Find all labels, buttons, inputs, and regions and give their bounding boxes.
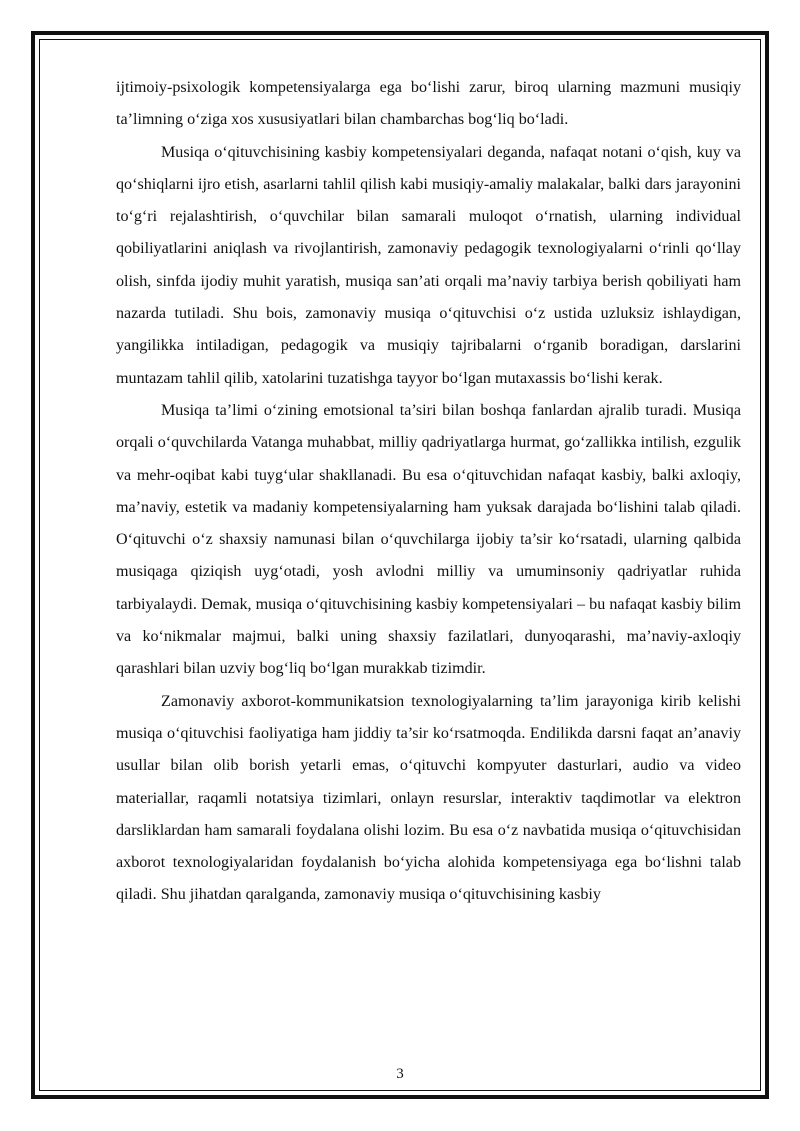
paragraph-continuation: ijtimoiy-psixologik kompetensiyalarga ega bo‘lishi zarur, biroq ularning mazmuni musiqiy ta’limning o‘ziga xos xususiyatlari bilan chambarchas bog‘liq bo‘ladi. [116,79,741,129]
paragraph-ict: Zamonaviy axborot-kommunikatsion texnologiyalarning ta’lim jarayoniga kirib kelishi musiqa o‘qituvchisi faoliyatiga ham jiddiy ta’sir ko‘rsatmoqda. Endilikda darsni faqat an’anaviy usullar bilan olib borish yetarli emas, o‘qituvchi kompyuter dasturlari, audio va video materiallar, raqamli notatsiya tizimlari, onlayn resurslar, interaktiv taqdimotlar va elektron darsliklardan ham samarali foydalana olishi lozim. Bu esa o‘z navbatida musiqa o‘qituvchisidan axborot texnologiyalaridan foydalanish bo‘yicha alohida kompetensiyaga ega bo‘lishni talab qiladi. Shu jihatdan qaralganda, zamonaviy musiqa o‘qituvchisining kasbiy [116,692,741,904]
page-number: 3 [396,1066,404,1082]
paragraph-emotional-impact: Musiqa ta’limi o‘zining emotsional ta’siri bilan boshqa fanlardan ajralib turadi. Musiqa orqali o‘quvchilarda Vatanga muhabbat, milliy qadriyatlarga hurmat, go‘zallikka intilish, ezgulik va mehr-oqibat kabi tuyg‘ular shakllanadi. Bu esa o‘qituvchidan nafaqat kasbiy, balki axloqiy, ma’naviy, estetik va madaniy kompetensiyalarning ham yuksak darajada bo‘lishini talab qiladi. O‘qituvchi o‘z shaxsiy namunasi bilan o‘quvchilarga ijobiy ta’sir ko‘rsatadi, ularning qalbida musiqaga qiziqish uyg‘otadi, yosh avlodni milliy va umuminsoniy qadriyatlar ruhida tarbiyalaydi. Demak, musiqa o‘qituvchisining kasbiy kompetensiyalari – bu nafaqat kasbiy bilim va ko‘nikmalar majmui, balki uning shaxsiy fazilatlari, dunyoqarashi, ma’naviy-axloqiy qarashlari bilan uzviy bog‘liq bo‘lgan murakkab tizimdir. [116,401,741,678]
paragraph-competencies: Musiqa o‘qituvchisining kasbiy kompetensiyalari deganda, nafaqat notani o‘qish, kuy va qo‘shiqlarni ijro etish, asarlarni tahlil qilish kabi musiqiy-amaliy malakalar, balki dars jarayonini to‘g‘ri rejalashtirish, o‘quvchilar bilan samarali muloqot o‘rnatish, ularning individual qobiliyatlarini aniqlash va rivojlantirish, zamonaviy pedagogik texnologiyalarni o‘rinli qo‘llay olish, sinfda ijodiy muhit yaratish, musiqa san’ati orqali ma’naviy tarbiya berish qobiliyati ham nazarda tutiladi. Shu bois, zamonaviy musiqa o‘qituvchisi o‘z ustida uzluksiz ishlaydigan, yangilikka intiladigan, pedagogik va musiqiy tajribalarni o‘rganib boradigan, darslarini muntazam tahlil qilib, xatolarini tuzatishga tayyor bo‘lgan mutaxassis bo‘lishi kerak. [116,143,741,387]
page-body [116,72,741,912]
